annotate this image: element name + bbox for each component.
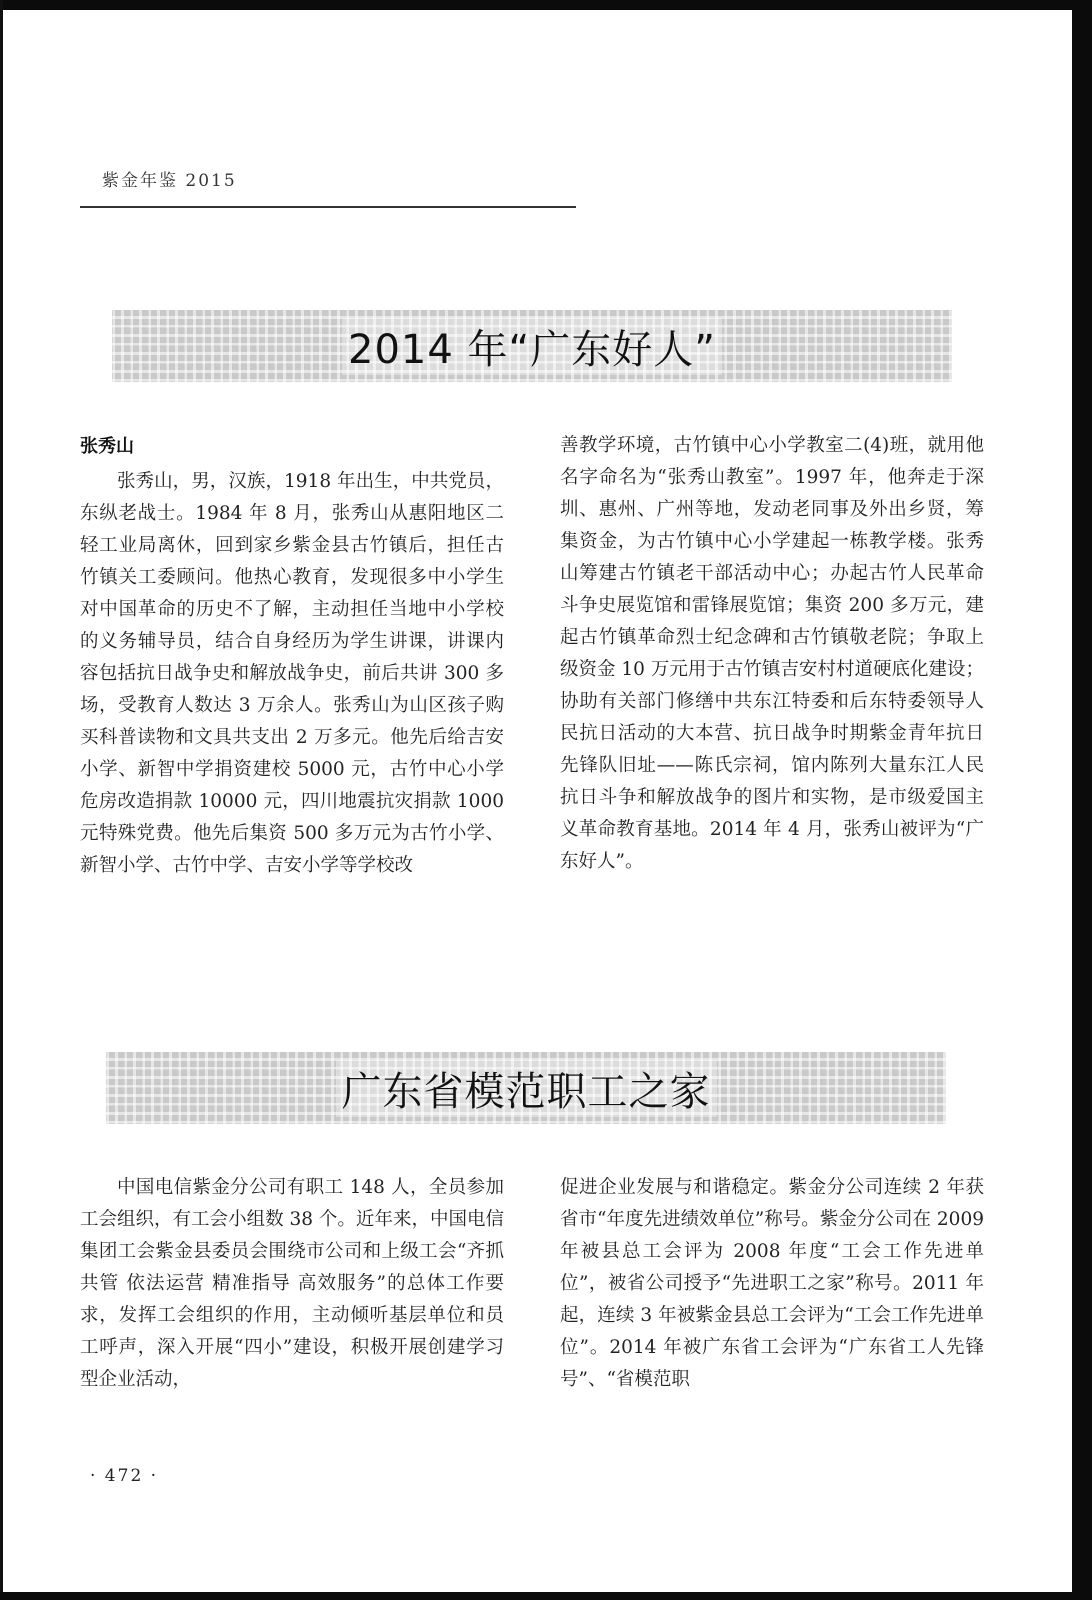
article-paragraph-continued: 促进企业发展与和谐稳定。紫金分公司连续 2 年获省市“年度先进绩效单位”称号。紫金分公司在 2009 年被县总工会评为 2008 年度“工会工作先进单位”，被省公司授予“先进职工之家”称号。2011 年起，连续 3 年被紫金县总工会评为“工会工作先进单位”。2014 年被广东省工会评为“广东省工人先锋号”、“省模范职 (560, 1177, 984, 1390)
page-number: · 472 · (90, 1466, 159, 1486)
article-column-left (80, 1172, 504, 1396)
article-paragraph: 中国电信紫金分公司有职工 148 人，全员参加工会组织，有工会小组数 38 个。近年来，中国电信集团工会紫金县委员会围绕市公司和上级工会“齐抓共管 依法运营 精准指导 高效服务”的总体工作要求，发挥工会组织的作用，主动倾听基层单位和员工呼声，深入开展“四小”建设，积极开展创建学习型企业活动， (80, 1177, 504, 1390)
running-header: 紫金年鉴 2015 (102, 171, 237, 191)
article-column-right (560, 1172, 984, 1396)
article-paragraph-continued: 善教学环境，古竹镇中心小学教室二(4)班，就用他名字命名为“张秀山教室”。1997 年，他奔走于深圳、惠州、广州等地，发动老同事及外出乡贤，筹集资金，为古竹镇中心小学建起一栋教学楼。张秀山筹建古竹镇老干部活动中心；办起古竹人民革命斗争史展览馆和雷锋展览馆；集资 200 多万元，建起古竹镇革命烈士纪念碑和古竹镇敬老院；争取上级资金 10 万元用于古竹镇吉安村村道硬底化建设；协助有关部门修缮中共东江特委和后东特委领导人民抗日活动的大本营、抗日战争时期紫金青年抗日先锋队旧址——陈氏宗祠，馆内陈列大量东江人民抗日斗争和解放战争的图片和实物，是市级爱国主义革命教育基地。2014 年 4 月，张秀山被评为“广东好人”。 (560, 435, 984, 872)
section-banner-model-workers-home (106, 1052, 946, 1124)
article-column-left (80, 466, 504, 882)
article-paragraph: 张秀山，男，汉族，1918 年出生，中共党员，东纵老战士。1984 年 8 月，张秀山从惠阳地区二轻工业局离休，回到家乡紫金县古竹镇后，担任古竹镇关工委顾问。他热心教育，发现很多中小学生对中国革命的历史不了解，主动担任当地中小学校的义务辅导员，结合自身经历为学生讲课，讲课内容包括抗日战争史和解放战争史，前后共讲 300 多场，受教育人数达 3 万余人。张秀山为山区孩子购买科普读物和文具共支出 2 万多元。他先后给吉安小学、新智中学捐资建校 5000 元，古竹中心小学危房改造捐款 10000 元，四川地震抗灾捐款 1000 元特殊党费。他先后集资 500 多万元为古竹小学、新智小学、古竹中学、吉安小学等学校改 (80, 471, 504, 876)
section-title: 广东省模范职工之家 (336, 1060, 717, 1117)
person-name: 张秀山 (80, 436, 134, 457)
section-title: 2014 年“广东好人” (342, 318, 722, 375)
article-column-right (560, 430, 984, 878)
section-banner-guangdong-good-person (112, 310, 952, 382)
scan-border-right (1072, 0, 1092, 1600)
header-rule (80, 206, 576, 208)
scan-border-top (0, 0, 1092, 10)
scan-border-left (0, 0, 3, 1600)
scan-border-bottom (0, 1592, 1092, 1600)
